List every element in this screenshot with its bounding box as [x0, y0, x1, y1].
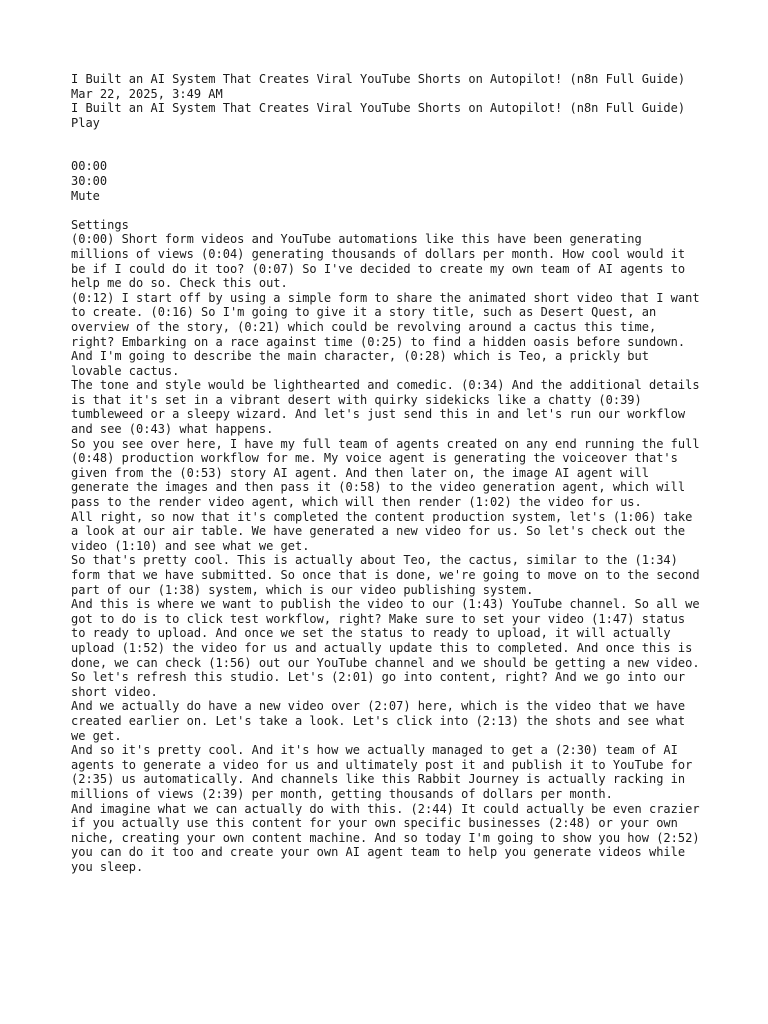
- transcript-paragraph: And we actually do have a new video over (2:07) here, which is the video that we have created earlier on. Let's take a look. Let's click into (2:13) the shots and see what we get.: [71, 699, 693, 743]
- mute-button[interactable]: Mute: [71, 188, 100, 203]
- player-spacer: [71, 130, 701, 159]
- transcript-paragraph: (0:12) I start off by using a simple form to share the animated short video that I want to create. (0:16) So I'm going to give it a story title, such as Desert Quest, an overview of the story, (0:21) which could be revolving around a cactus this time, right? Embarking on a race against time (0:25) to find a hidden oasis before sundown. And I'm going to describe the main character, (0:28) which is Teo, a prickly but lovable cactus.: [71, 290, 707, 378]
- transcript-paragraph: So you see over here, I have my full team of agents created on any end running the full (0:48) production workflow for me. My voice agent is generating the voiceover that's given from the (0:53) story AI agent. And then later on, the image AI agent will generate the images and then pass it (0:58) to the video generation agent, which will pass to the render video agent, which will then render (1:02) the video for us.: [71, 436, 707, 510]
- player-spacer-2: [71, 203, 701, 218]
- transcript-paragraph: (0:00) Short form videos and YouTube automations like this have been generating millions of views (0:04) generating thousands of dollars per month. How cool would it be if I could do it too? (0:07) So I've decided to create my own team of AI agents to help me do so. Check this out.: [71, 232, 693, 291]
- transcript-paragraph: And so it's pretty cool. And it's how we actually managed to get a (2:30) team of AI agents to generate a video for us and ultimately post it and publish it to YouTube for (2:35) us automatically. And channels like this Rabbit Journey is actually racking in millions of views (2:39) per month, getting thousands of dollars per month.: [71, 743, 700, 801]
- video-player: [71, 101, 701, 232]
- transcript-paragraph: And imagine what we can actually do with this. (2:44) It could actually be even crazier if you actually use this content for your own specific businesses (2:48) or your own niche, creating your own content machine. And so today I'm going to show you how (2:52) you can do it too and create your own AI agent team to help you generate videos while you sleep.: [71, 801, 707, 874]
- transcript-paragraph: And this is where we want to publish the video to our (1:43) YouTube channel. So all we got to do is to click test workflow, right? Make sure to set your video (1:47) status to ready to upload. And once we set the status to ready to upload, it will actually upload (1:52) the video for us and actually update this to completed. And once this is done, we can check (1:56) out our YouTube channel and we should be getting a new video. So let's refresh this studio. Let's (2:01) go into content, right? And we go into our short video.: [71, 597, 707, 699]
- transcript-paragraph: So that's pretty cool. This is actually about Teo, the cactus, similar to the (1:34) form that we have submitted. So once that is done, we're going to move on to the second part of our (1:38) system, which is our video publishing system.: [71, 553, 707, 597]
- transcript-paragraph: All right, so now that it's completed the content production system, let's (1:06) take a look at our air table. We have generated a new video for us. So let's check out the video (1:10) and see what we get.: [71, 509, 700, 553]
- page-content: [71, 72, 707, 874]
- current-time: 00:00: [71, 159, 108, 174]
- publish-date: Mar 22, 2025, 3:49 AM: [71, 86, 223, 101]
- video-title: I Built an AI System That Creates Viral YouTube Shorts on Autopilot! (n8n Full Guide): [71, 101, 686, 116]
- duration: 30:00: [71, 173, 108, 188]
- settings-button[interactable]: Settings: [71, 217, 129, 232]
- transcript-paragraph: The tone and style would be lighthearted and comedic. (0:34) And the additional details is that it's set in a vibrant desert with quirky sidekicks like a chatty (0:39) tumbleweed or a sleepy wizard. And let's just send this in and let's run our workflow and see (0:43) what happens.: [71, 378, 707, 437]
- transcript: [71, 232, 707, 874]
- page-title: I Built an AI System That Creates Viral YouTube Shorts on Autopilot! (n8n Full Guide): [71, 72, 686, 86]
- play-button[interactable]: Play: [71, 115, 100, 130]
